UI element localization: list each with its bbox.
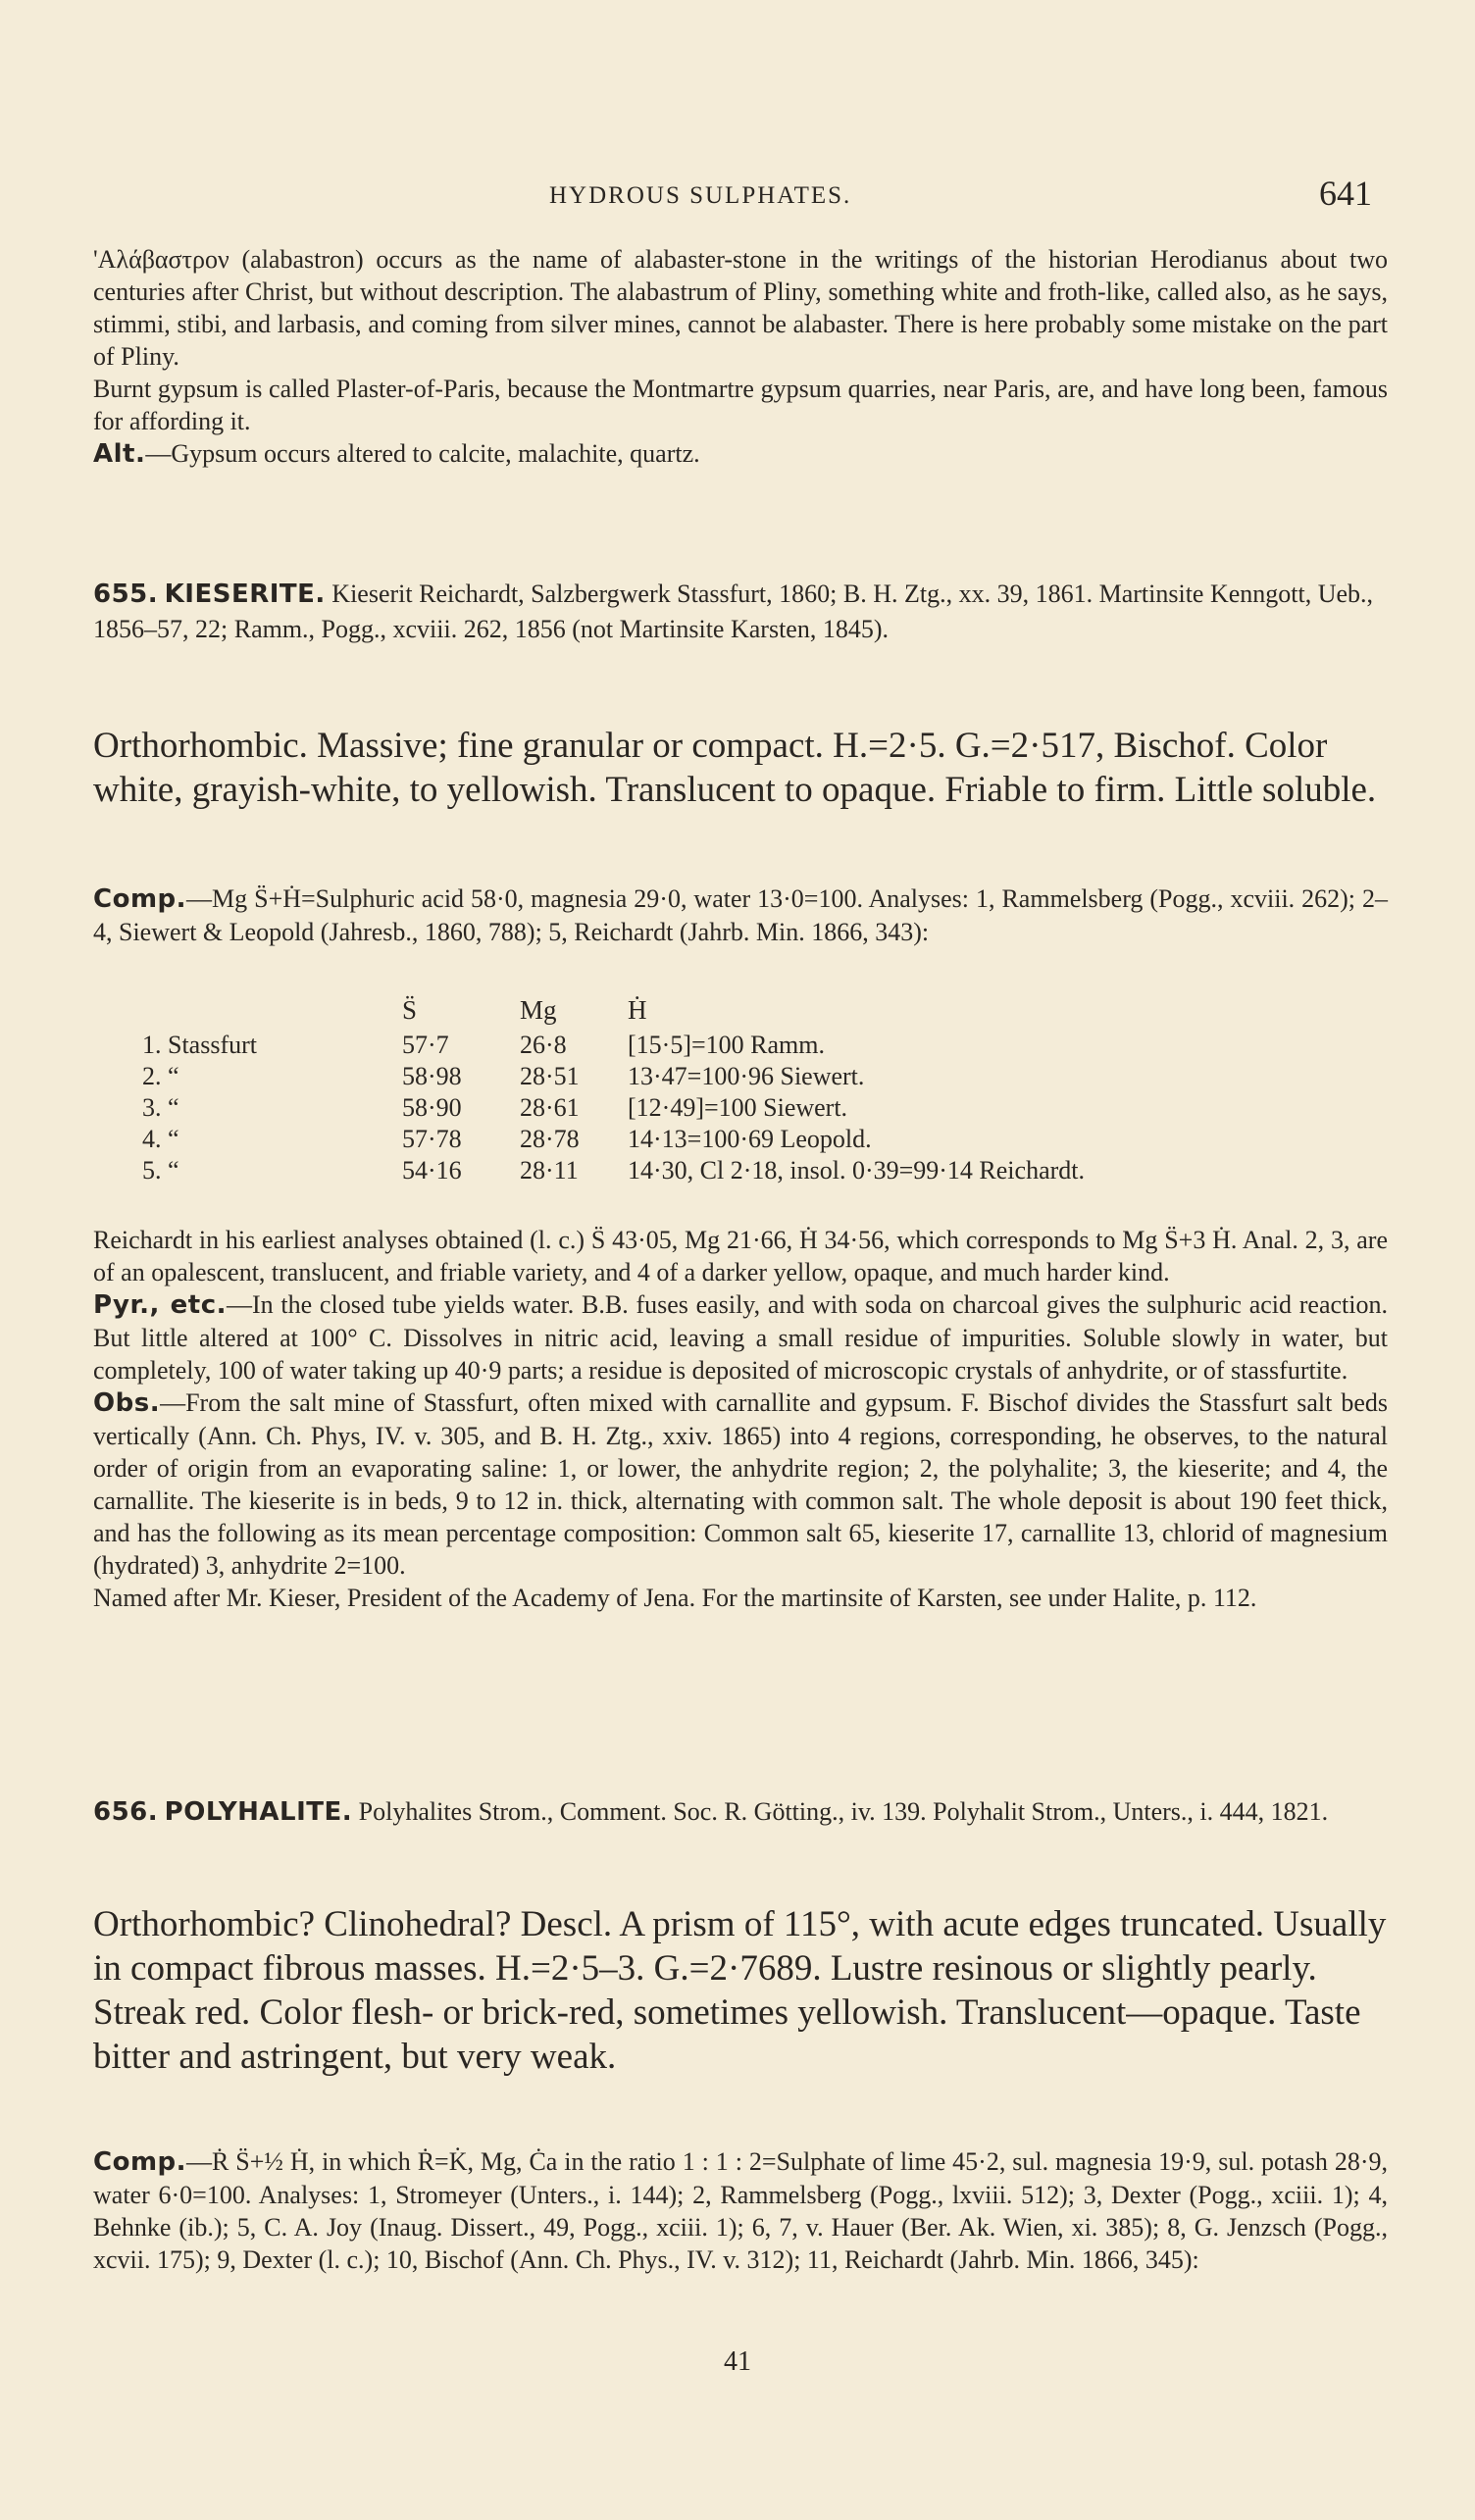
table-cell: 57·7 (402, 1031, 449, 1059)
table-cell: 28·78 (520, 1125, 580, 1153)
polyhalite-heading (93, 1794, 1388, 1830)
table-cell: 14·30, Cl 2·18, insol. 0·39=99·14 Reichardt. (628, 1156, 1085, 1184)
table-cell: 13·47=100·96 Siewert. (628, 1062, 865, 1090)
polyhalite-composition (93, 2145, 1388, 2276)
kieserite-name: KIESERITE. (164, 580, 326, 609)
table-cell: 14·13=100·69 Leopold. (628, 1125, 872, 1153)
table-row (142, 1124, 1085, 1155)
alabastron-paragraph: 'Αλάβαστρον (alabastron) occurs as the name of alabaster-stone in the writings of the historian Herodianus about two centuries after Christ, but without description. The alabastrum of Pliny, something white and froth-like, called also, as he says, stimmi, stibi, and larbasis, and coming from silver mines, cannot be alabaster. There is here probably some mistake on the part of Pliny. (93, 245, 1388, 371)
polyhalite-comp-text: —Ṙ S̈+½ Ḣ, in which Ṙ=K̇, Mg, Ċa in the ratio 1 : 1 : 2=Sulphate of lime 45·2, sul. magnesia 19·9, sul. potash 28·9, water 6·0=100. Analyses: 1, Stromeyer (Unters., i. 144); 2, Rammelsberg (Pogg., lxviii. 512); 3, Dexter (Pogg., xciii. 1); 4, Behnke (ib.); 5, C. A. Joy (Inaug. Dissert., 49, Pogg., xciii. 1); 6, 7, v. Hauer (Ber. Ak. Wien, xi. 385); 8, G. Jenzsch (Pogg., xcvii. 175); 9, Dexter (l. c.); 10, Bischof (Ann. Ch. Phys., IV. v. 312); 11, Reichardt (Jahrb. Min. 1866, 345): (93, 2147, 1388, 2274)
alteration-paragraph (93, 437, 1388, 471)
table-cell: 58·90 (402, 1093, 462, 1122)
running-head: HYDROUS SULPHATES. (549, 182, 852, 209)
polyhalite-number: 656. (93, 1797, 159, 1827)
kieserite-description-text: Orthorhombic. Massive; fine granular or compact. H.=2·5. G.=2·517, Bischof. Color white, grayish-white, to yellowish. Translucent to opaque. Friable to firm. Little soluble. (93, 726, 1377, 810)
table-cell: [12·49]=100 Siewert. (628, 1093, 848, 1122)
table-header: Mg (520, 994, 557, 1025)
table-cell: 3. “ (142, 1093, 179, 1122)
obs-label: Obs. (93, 1388, 161, 1418)
pyr-text: —In the closed tube yields water. B.B. fuses easily, and with soda on charcoal gives the sulphuric acid reaction. But little altered at 100° C. Dissolves in nitric acid, leaving a small residue of impurities. Soluble slowly in water, but completely, 100 of water taking up 40·9 parts; a residue is deposited of microscopic crystals of anhydrite, or of stassfurtite. (93, 1290, 1388, 1385)
kieserite-heading (93, 577, 1388, 646)
kieserite-composition (93, 882, 1388, 948)
signature-mark: 41 (724, 2346, 751, 2377)
reichardt-paragraph: Reichardt in his earliest analyses obtained (l. c.) S̈ 43·05, Mg 21·66, Ḣ 34·56, which corresponds to Mg S̈+3 Ḣ. Anal. 2, 3, are of an opalescent, translucent, and friable variety, and 4 of a darker yellow, opaque, and much harder kind. (93, 1226, 1388, 1286)
page-header (0, 173, 1475, 222)
polyhalite-name: POLYHALITE. (164, 1797, 353, 1827)
pyr-label: Pyr., etc. (93, 1290, 228, 1320)
table-cell: 1. Stassfurt (142, 1031, 257, 1059)
kieserite-number: 655. (93, 580, 159, 609)
table-row (142, 1092, 1085, 1124)
polyhalite-synonymy: Polyhalites Strom., Comment. Soc. R. Götting., iv. 139. Polyhalit Strom., Unters., i. 444, 1821. (358, 1797, 1329, 1826)
named-paragraph: Named after Mr. Kieser, President of the Academy of Jena. For the martinsite of Karsten, see under Halite, p. 112. (93, 1584, 1257, 1612)
polyhalite-description-text: Orthorhombic? Clinohedral? Descl. A prism of 115°, with acute edges truncated. Usually in compact fibrous masses. H.=2·5–3. G.=2·7689. Lustre resinous or slightly pearly. Streak red. Color flesh- or brick-red, sometimes yellowish. Translucent—opaque. Taste bitter and astringent, but very weak. (93, 1904, 1387, 2077)
intro-section (93, 243, 1388, 471)
table-cell: 28·61 (520, 1093, 580, 1122)
table-row (142, 1030, 1085, 1061)
table-cell: 26·8 (520, 1031, 567, 1059)
table-row (142, 1061, 1085, 1092)
table-cell: [15·5]=100 Ramm. (628, 1031, 825, 1059)
alt-label: Alt. (93, 439, 146, 469)
table-cell: 28·51 (520, 1062, 580, 1090)
kieserite-notes (93, 1224, 1388, 1614)
kieserite-comp-text: —Mg S̈+Ḣ=Sulphuric acid 58·0, magnesia 29·0, water 13·0=100. Analyses: 1, Rammelsberg (Pogg., xcviii. 262); 2–4, Siewert & Leopold (Jahresb., 1860, 788); 5, Reichardt (Jahrb. Min. 1866, 343): (93, 884, 1388, 946)
polyhalite-description (93, 1902, 1388, 2079)
kieserite-synonymy: Kieserit Reichardt, Salzbergwerk Stassfurt, 1860; B. H. Ztg., xx. 39, 1861. Martinsite Kenngott, Ueb., 1856–57, 22; Ramm., Pogg., xcviii. 262, 1856 (not Martinsite Karsten, 1845). (93, 580, 1374, 643)
obs-paragraph (93, 1386, 1388, 1582)
table-header: Ḣ (628, 994, 647, 1025)
table-cell: 2. “ (142, 1062, 179, 1090)
alt-text: —Gypsum occurs altered to calcite, malachite, quartz. (145, 439, 700, 468)
kieserite-description (93, 724, 1388, 812)
plaster-paragraph: Burnt gypsum is called Plaster-of-Paris, because the Montmartre gypsum quarries, near Paris, are, and have long been, famous for affording it. (93, 375, 1388, 435)
table-header-row (142, 990, 1085, 1030)
table-cell: 54·16 (402, 1156, 462, 1184)
table-cell: 58·98 (402, 1062, 462, 1090)
table-cell: 4. “ (142, 1125, 179, 1153)
obs-text: —From the salt mine of Stassfurt, often mixed with carnallite and gypsum. F. Bischof divides the Stassfurt salt beds vertically (Ann. Ch. Phys, IV. v. 305, and B. H. Ztg., xxiv. 1865) into 4 regions, corresponding, he observes, to the natural order of origin from an evaporating saline: 1, or lower, the anhydrite region; 2, the polyhalite; 3, the kieserite; and 4, the carnallite. The kieserite is in beds, 9 to 12 in. thick, alternating with common salt. The whole deposit is about 190 feet thick, and has the following as its mean percentage composition: Common salt 65, kieserite 17, carnallite 13, chlorid of magnesium (hydrated) 3, anhydrite 2=100. (93, 1388, 1388, 1580)
table-header: S̈ (402, 994, 418, 1025)
kieserite-analyses-table (142, 990, 1085, 1186)
table-cell: 28·11 (520, 1156, 579, 1184)
table-cell: 57·78 (402, 1125, 462, 1153)
table-cell: 5. “ (142, 1156, 179, 1184)
polyhalite-comp-label: Comp. (93, 2147, 187, 2177)
table-header (142, 990, 402, 1030)
page-number: 641 (1319, 174, 1372, 213)
pyr-paragraph (93, 1288, 1388, 1386)
table-row (142, 1155, 1085, 1186)
kieserite-comp-label: Comp. (93, 884, 187, 914)
